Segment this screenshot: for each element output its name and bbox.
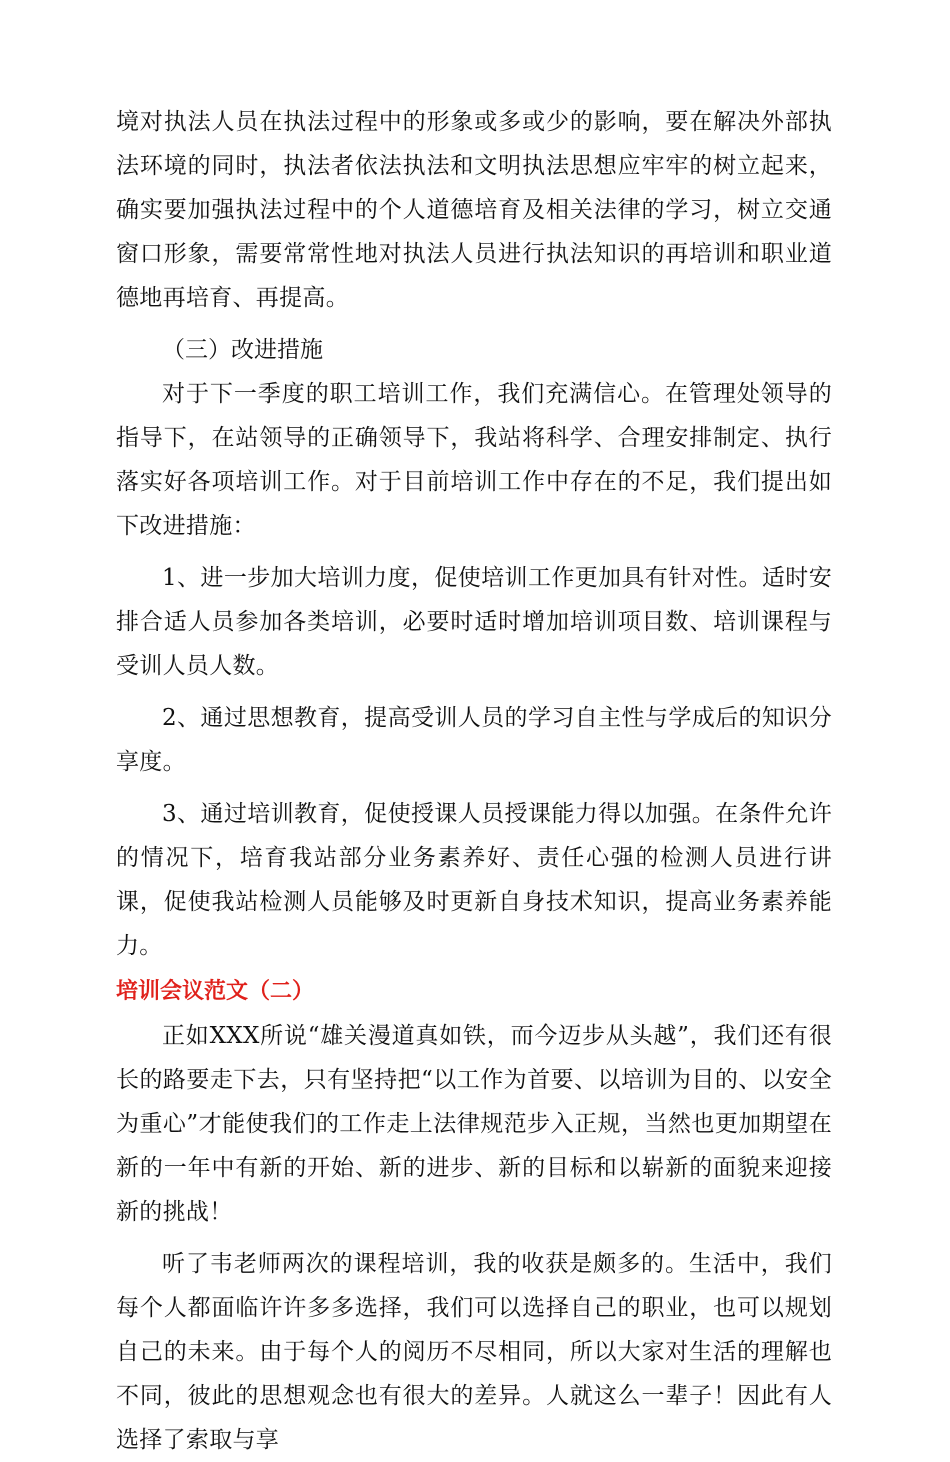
continuation-paragraph: 境对执法人员在执法过程中的形象或多或少的影响，要在解决外部执法环境的同时，执法者依法执法和文明执法思想应牢牢的树立起来，确实要加强执法过程中的个人道德培育及相关法律的学习，树立交通窗口形象，需要常常性地对执法人员进行执法知识的再培训和职业道德地再培育、再提高。 [116, 109, 832, 311]
body-paragraph-1: 正如XXX所说“雄关漫道真如铁，而今迈步从头越”，我们还有很长的路要走下去，只有坚持把“以工作为首要、以培训为目的、以安全为重心”才能使我们的工作走上法律规范步入正规，当然也更加期望在新的一年中有新的开始、新的进步、新的目标和以崭新的面貌来迎接新的挑战！ [116, 1023, 832, 1225]
body-paragraph-2: 听了韦老师两次的课程培训，我的收获是颇多的。生活中，我们每个人都面临许许多多选择，我们可以选择自己的职业，也可以规划自己的未来。由于每个人的阅历不尽相同，所以大家对生活的理解也不同，彼此的思想观念也有很大的差异。人就这么一辈子！因此有人选择了索取与享 [116, 1251, 832, 1453]
list-item-2: 2、通过思想教育，提高受训人员的学习自主性与学成后的知识分享度。 [116, 705, 832, 775]
document-page [116, 100, 832, 1462]
list-item-3: 3、通过培训教育，促使授课人员授课能力得以加强。在条件允许的情况下，培育我站部分业务素养好、责任心强的检测人员进行讲课，促使我站检测人员能够及时更新自身技术知识，提高业务素养能力。 [116, 801, 832, 959]
subheading-improvement-measures: （三）改进措施 [162, 337, 323, 363]
intro-paragraph: 对于下一季度的职工培训工作，我们充满信心。在管理处领导的指导下，在站领导的正确领导下，我站将科学、合理安排制定、执行落实好各项培训工作。对于目前培训工作中存在的不足，我们提出如下改进措施： [116, 381, 832, 539]
list-item-1: 1、进一步加大培训力度，促使培训工作更加具有针对性。适时安排合适人员参加各类培训，必要时适时增加培训项目数、培训课程与受训人员人数。 [116, 565, 832, 679]
section-title: 培训会议范文（二） [116, 979, 315, 1004]
